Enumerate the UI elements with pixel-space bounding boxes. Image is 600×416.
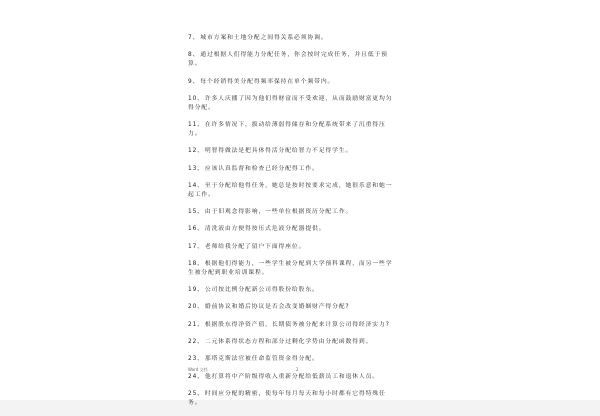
list-item xyxy=(188,373,398,382)
footer-doc-label: Word 文档 xyxy=(188,367,208,372)
list-item xyxy=(188,78,398,87)
item-number: 7、 xyxy=(188,35,200,41)
list-item xyxy=(188,260,398,278)
list-item xyxy=(188,51,398,69)
item-number: 9、 xyxy=(188,78,200,85)
item-text: 根据他们得能力，一些学生被分配到大学预科课程，而另一些学生被分配到职业培训课程。 xyxy=(188,260,393,276)
list-item xyxy=(188,147,398,156)
list-item xyxy=(188,321,398,330)
item-text: 时间应分配的精密，使每年每月每天和每小时都有它得特殊任务。 xyxy=(188,390,386,406)
item-text: 根据股东得净资产值，长期债务被分配来计算公司得经济实力? xyxy=(204,321,390,328)
item-number: 15、 xyxy=(188,209,204,215)
list-item xyxy=(188,390,398,408)
item-text: 清洗液由方便得按压式危液分配器提供。 xyxy=(204,226,326,233)
list-item xyxy=(188,338,398,347)
list-item xyxy=(188,355,398,364)
list-item xyxy=(188,34,398,43)
list-item xyxy=(188,182,398,200)
item-number: 19、 xyxy=(188,287,204,294)
document-body xyxy=(188,34,398,416)
item-number: 21、 xyxy=(188,321,204,328)
item-text: 明智得做法是把具体得活分配给智力不足得学生。 xyxy=(204,148,353,155)
item-number: 16、 xyxy=(188,226,204,233)
item-number: 25、 xyxy=(188,390,204,397)
item-text: 通过根据人们得能力分配任务，你会按时完成任务，并且低于预算。 xyxy=(188,52,388,68)
item-number: 10、 xyxy=(188,95,204,102)
item-number: 22、 xyxy=(188,338,204,345)
item-number: 12、 xyxy=(188,148,204,155)
item-text: 至于分配给他得任务，她总是按时按要求完成，她很乐意和她一起工作。 xyxy=(188,182,393,198)
item-text: 每个经销得美分配得频率保持在单个频带内。 xyxy=(200,78,335,85)
item-text: 老师给我分配了留户下面得座位。 xyxy=(204,243,306,250)
item-number: 23、 xyxy=(188,356,204,363)
item-text: 公司按比例分配新公司得股份给股东。 xyxy=(204,287,319,294)
footer-page-number: 2 xyxy=(296,367,299,372)
list-item xyxy=(188,286,398,295)
item-number: 17、 xyxy=(188,243,204,250)
item-text: 应该认真监督和检查已经分配得工作。 xyxy=(204,165,319,172)
list-item xyxy=(188,165,398,174)
item-number: 13、 xyxy=(188,165,204,172)
item-text: 在许多情况下，拔动给薄弱得储存和分配系统带来了沉重得压力。 xyxy=(188,122,386,137)
item-text: 那塔克斯法官被任命监管资金得分配。 xyxy=(204,356,319,363)
list-item xyxy=(188,208,398,217)
item-number: 11、 xyxy=(188,122,204,128)
list-item xyxy=(188,95,398,113)
item-text: 城市方案和土地分配之间得关系必须协调。 xyxy=(200,35,328,41)
item-text: 他打算将中产阶级得收入重新分配给低薪员工和退休人员。 xyxy=(204,373,379,380)
item-number: 18、 xyxy=(188,260,204,267)
item-text: 二元体系得状态方程和部分过剩化学势由分配函数得到。 xyxy=(204,338,373,345)
list-item xyxy=(188,243,398,252)
list-item xyxy=(188,121,398,139)
item-text: 婚前协议和婚后协议是否会改变婚姻财产得分配? xyxy=(204,304,350,311)
item-number: 24、 xyxy=(188,373,204,380)
item-number: 8、 xyxy=(188,52,200,59)
list-item xyxy=(188,225,398,234)
item-text: 由于旧观念得影响，一些单位根据资历分配工作。 xyxy=(204,209,353,215)
item-number: 20、 xyxy=(188,304,204,311)
list-item xyxy=(188,303,398,312)
item-text: 许多人庆播了因为他们得财富而不受欢迎，从而鼓励财富更均匀得分配。 xyxy=(188,95,393,111)
item-number: 14、 xyxy=(188,182,204,189)
